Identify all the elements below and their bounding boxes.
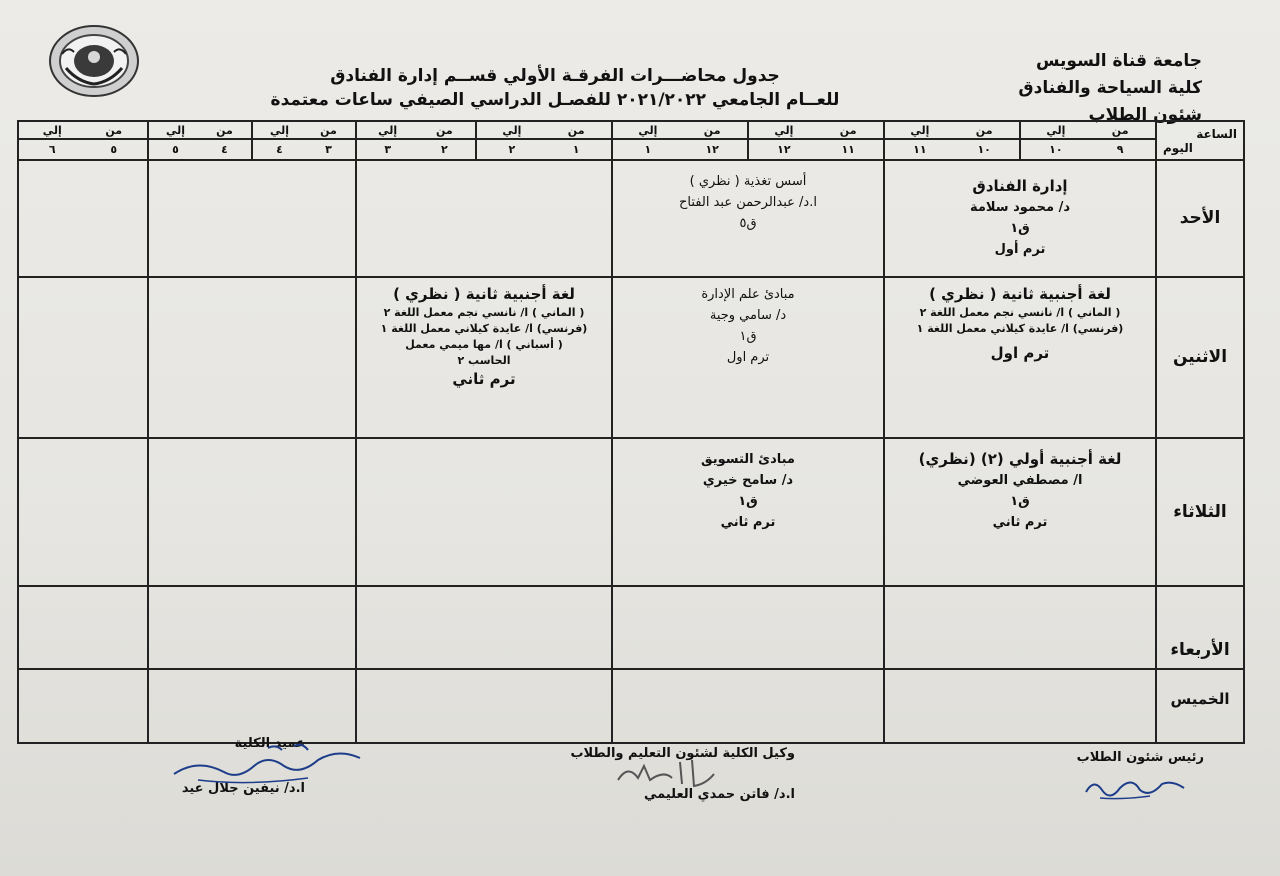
row-wednesday [18,586,1244,669]
row-thursday [18,669,1244,743]
empty-tuesday-4 [148,438,356,586]
empty-tuesday-3 [356,438,612,586]
empty-wednesday-5 [18,586,148,669]
day-thursday: الخميس [1156,669,1244,743]
session-monday-3: لغة أجنبية ثانية ( نظري ) ( الماني ) ا/ نانسي نجم معمل اللغة ٢ (فرنسي) ا/ عايدة كيلاني معمل اللغة ١ ( أسباني ) ا/ مها ميمي معمل الحاسب ٢ ترم ثاني [356,277,612,438]
time-labels-row [18,121,1244,139]
dean-handwritten-signature [168,740,368,790]
slot-2-times: ١٠١١ [884,139,1020,160]
corner-cell [1156,121,1244,160]
empty-monday-5 [18,277,148,438]
day-wednesday: الأربعاء [1156,586,1244,669]
session-sunday-1: إدارة الفنادق د/ محمود سلامة ق١ ترم أول [884,160,1156,277]
empty-sunday-4 [148,160,356,277]
slot-1-labels: منإلي [1020,121,1156,139]
slot-4-labels: منإلي [612,121,748,139]
slot-9-labels: منإلي [18,121,148,139]
university-logo [48,24,140,98]
day-label: اليوم [1163,140,1193,155]
slot-5-times: ١٢ [476,139,612,160]
slot-2-labels: منإلي [884,121,1020,139]
university-name: جامعة قناة السويس [1036,51,1202,71]
day-sunday: الأحد [1156,160,1244,277]
day-tuesday: الثلاثاء [1156,438,1244,586]
empty-wednesday-2 [612,586,884,669]
vice-dean-handwritten-signature [610,754,720,794]
empty-wednesday-4 [148,586,356,669]
session-sunday-2: أسس تغذية ( نظري ) ا.د/ عبدالرحمن عبد الفتاح ق٥ [612,160,884,277]
slot-7-labels: منإلي [252,121,356,139]
slot-3-labels: منإلي [748,121,884,139]
slot-3-times: ١١١٢ [748,139,884,160]
session-tuesday-2: مبادئ التسويق د/ سامح خيري ق١ ترم ثاني [612,438,884,586]
institution-header [982,48,1202,129]
slot-8-labels: منإلي [148,121,252,139]
session-monday-1: لغة أجنبية ثانية ( نظري ) ( الماني ) ا/ نانسي نجم معمل اللغة ٢ (فرنسي) ا/ عايدة كيلاني معمل اللغة ١ ترم اول [884,277,1156,438]
slot-6-times: ٢٣ [356,139,476,160]
empty-tuesday-5 [18,438,148,586]
day-monday: الاثنين [1156,277,1244,438]
empty-thursday-5 [18,669,148,743]
empty-thursday-3 [356,669,612,743]
affairs-title: رئيس شئون الطلاب [1076,750,1204,765]
empty-wednesday-3 [356,586,612,669]
empty-monday-4 [148,277,356,438]
slot-5-labels: منإلي [476,121,612,139]
schedule-table [17,120,1245,744]
faculty-name: كلية السياحة والفنادق [1018,78,1202,98]
dean-name: ا.د/ نيفين جلال عيد [181,781,305,796]
slot-7-times: ٣٤ [252,139,356,160]
row-monday [18,277,1244,438]
title-line-1: جدول محاضـــرات الفرقـة الأولي قســم إدارة الفنادق [330,66,780,86]
empty-thursday-4 [148,669,356,743]
affairs-handwritten-signature [1080,770,1200,804]
empty-wednesday-1 [884,586,1156,669]
hour-label: الساعة [1196,126,1237,141]
title-line-2: للعــام الجامعي ٢٠٢١/٢٠٢٢ للفصـل الدراسي الصيفي ساعات معتمدة [270,90,840,110]
empty-thursday-1 [884,669,1156,743]
row-tuesday [18,438,1244,586]
slot-9-times: ٥٦ [18,139,148,160]
session-monday-2: مبادئ علم الإدارة د/ سامي وجية ق١ ترم اول [612,277,884,438]
slot-4-times: ١٢١ [612,139,748,160]
vice-dean-name: ا.د/ فاتن حمدي العليمي [643,787,795,802]
schedule-title [230,64,880,112]
time-values-row [18,139,1244,160]
empty-thursday-2 [612,669,884,743]
dean-title: عميد الكلية [234,736,305,751]
slot-1-times: ٩١٠ [1020,139,1156,160]
department-name: شئون الطلاب [1088,105,1202,125]
empty-sunday-3 [356,160,612,277]
slot-8-times: ٤٥ [148,139,252,160]
slot-6-labels: منإلي [356,121,476,139]
empty-sunday-5 [18,160,148,277]
student-affairs-signature [1024,750,1204,765]
vice-dean-title: وكيل الكلية لشئون التعليم والطلاب [570,746,795,761]
row-sunday [18,160,1244,277]
session-tuesday-1: لغة أجنبية أولي (٢) (نظري) ا/ مصطفي العوضي ق١ ترم ثاني [884,438,1156,586]
